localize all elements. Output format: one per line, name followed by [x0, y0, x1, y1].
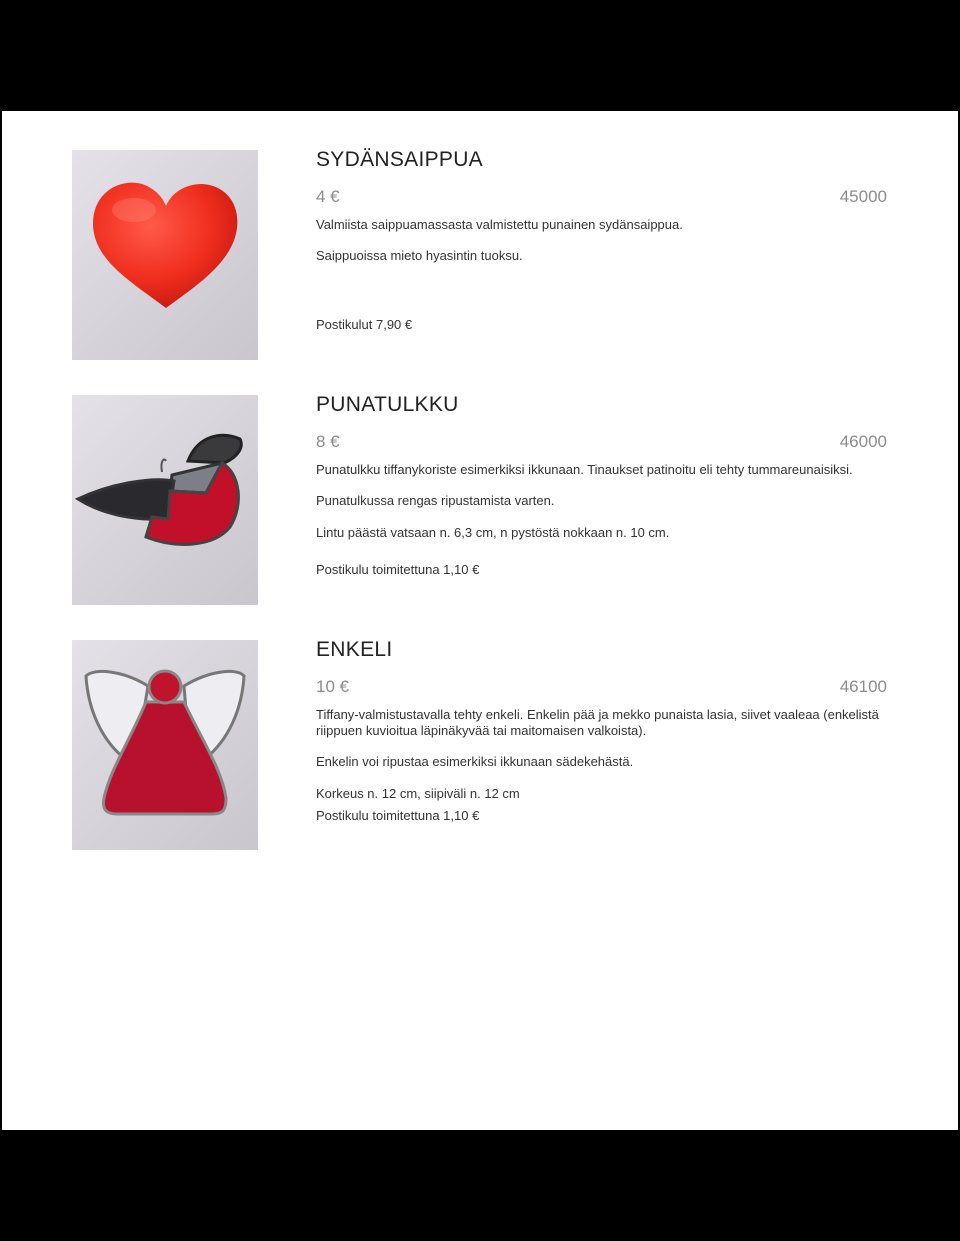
product-code: 46000 [839, 432, 887, 451]
product-description: Punatulkku tiffanykoriste esimerkiksi ikkunaan. Tinaukset patinoitu eli tehty tummareunaisiksi. [316, 462, 853, 477]
product-dimensions: Korkeus n. 12 cm, siipiväli n. 12 cm [316, 786, 520, 801]
product-shipping: Postikulu toimitettuna 1,10 € [316, 808, 480, 823]
product-price: 8 € [316, 432, 340, 451]
product-description: Enkelin voi ripustaa esimerkiksi ikkunaan sädekehästä. [316, 754, 634, 769]
product-shipping: Postikulut 7,90 € [316, 317, 413, 332]
product-title: ENKELI [316, 638, 393, 661]
product-shipping: Postikulu toimitettuna 1,10 € [316, 562, 480, 577]
catalog-page [2, 111, 958, 1130]
product-code: 45000 [839, 187, 887, 206]
product-price: 4 € [316, 187, 340, 206]
heart-soap-icon [72, 150, 258, 360]
product-description: Punatulkussa rengas ripustamista varten. [316, 493, 555, 508]
product-description: Valmiista saippuamassasta valmistettu punainen sydänsaippua. [316, 217, 683, 232]
product-title: SYDÄNSAIPPUA [316, 148, 483, 171]
angel-glass-photo [72, 640, 258, 850]
product-description: Tiffany-valmistustavalla tehty enkeli. Enkelin pää ja mekko punaista lasia, siivet vaaleaa (enkelistä riippuen kuvioitua läpinäkyvää tai maitomaisen valkoista). [316, 707, 879, 738]
product-price: 10 € [316, 677, 350, 696]
product-code: 46100 [839, 677, 887, 696]
product-dimensions: Lintu päästä vatsaan n. 6,3 cm, n pystöstä nokkaan n. 10 cm. [316, 525, 670, 540]
bullfinch-icon [72, 395, 258, 605]
angel-icon [72, 640, 258, 850]
product-description: Saippuoissa mieto hyasintin tuoksu. [316, 248, 523, 263]
heart-soap-photo [72, 150, 258, 360]
product-title: PUNATULKKU [316, 393, 459, 416]
bullfinch-glass-photo [72, 395, 258, 605]
